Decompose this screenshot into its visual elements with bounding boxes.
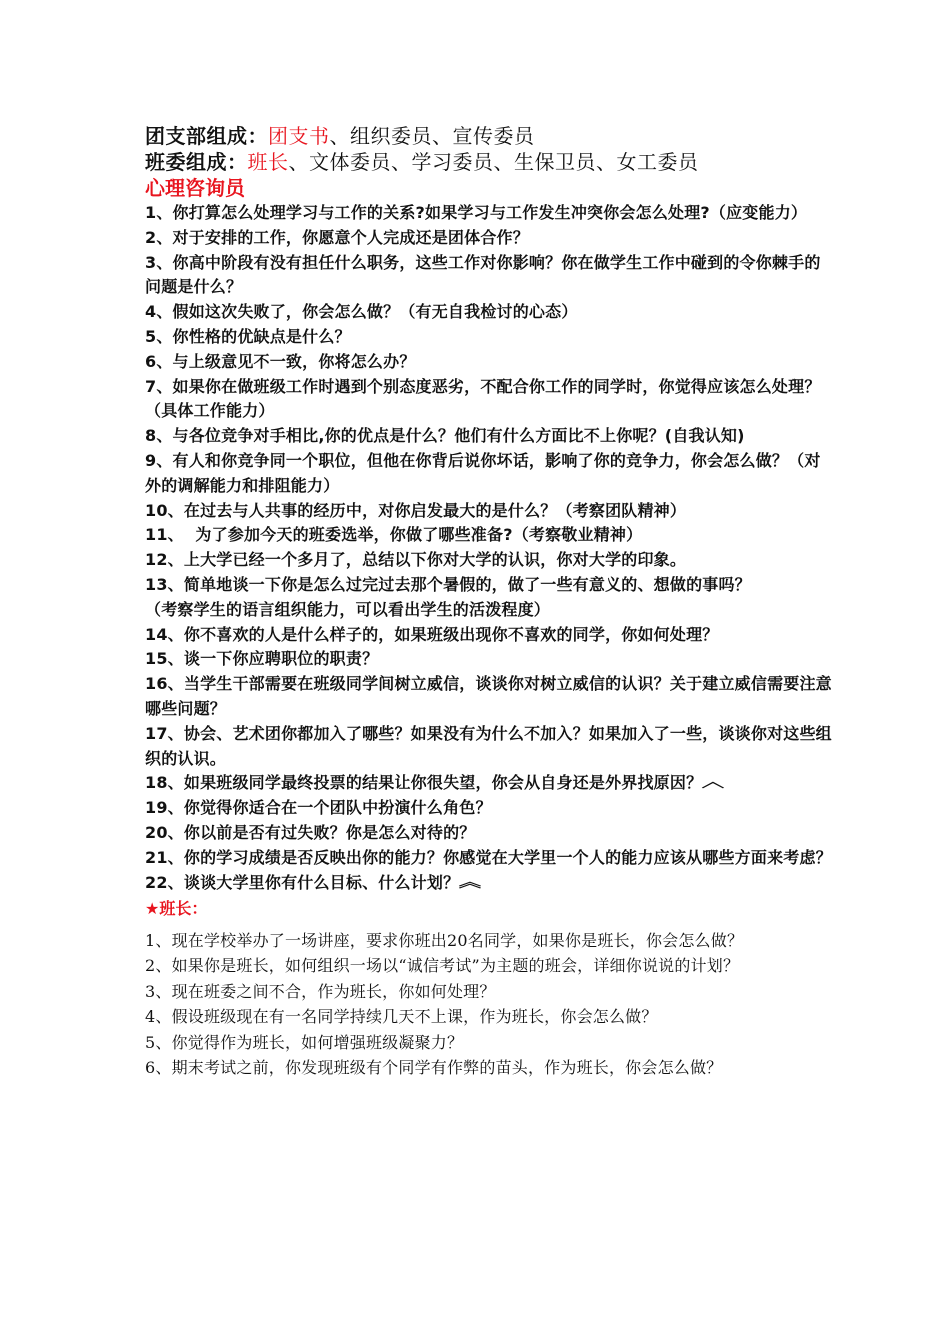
double-caret-up-icon: ︽ (459, 874, 482, 891)
caret-up-icon: ︿ (702, 775, 725, 792)
league-secretary-highlight: 团支书 (268, 124, 330, 148)
league-branch-composition (145, 123, 835, 149)
psych-question: 1、你打算怎么处理学习与工作的关系?如果学习与工作发生冲突你会怎么处理?（应变能力） (145, 203, 808, 222)
psych-counselor-title: 心理咨询员 (145, 176, 245, 200)
psych-question: 8、与各位竞争对手相比,你的优点是什么？他们有什么方面比不上你呢？(自我认知) (145, 426, 745, 446)
psych-question: 16、当学生干部需要在班级同学间树立威信，谈谈你对树立威信的认识？关于建立威信需要注意哪些问题？ (145, 674, 832, 718)
psych-question (145, 771, 835, 796)
psych-question (145, 871, 835, 896)
psych-question: 17、协会、艺术团你都加入了哪些？如果没有为什么不加入？如果加入了一些，谈谈你对这些组织的认识。 (145, 723, 832, 768)
psych-question: 10、在过去与人共事的经历中，对你启发最大的是什么？（考察团队精神） (145, 500, 687, 520)
psych-question: 11、 为了参加今天的班委选举，你做了哪些准备?（考察敬业精神） (145, 525, 643, 545)
league-branch-label: 团支部组成： (145, 124, 268, 148)
psych-question: 5、你性格的优缺点是什么？ (145, 326, 351, 346)
monitor-question: 6、期末考试之前，你发现班级有个同学有作弊的苗头，作为班长，你会怎么做？ (145, 1058, 723, 1077)
monitor-question-list (145, 928, 835, 1081)
class-committee-members: 、文体委员、学习委员、生保卫员、女工委员 (288, 150, 699, 174)
psych-question: 14、你不喜欢的人是什么样子的，如果班级出现你不喜欢的同学，你如何处理？ (145, 624, 719, 644)
monitor-question: 4、假设班级现在有一名同学持续几天不上课，作为班长，你会怎么做？ (145, 1007, 658, 1026)
psych-question-text: 18、如果班级同学最终投票的结果让你很失望，你会从自身还是外界找原因？ (145, 773, 703, 793)
psych-question: 15、谈一下你应聘职位的职责？ (145, 649, 379, 669)
psych-question: 13、简单地谈一下你是怎么过完过去那个暑假的，做了一些有意义的、想做的事吗？ (145, 574, 751, 594)
psych-question: 9、有人和你竞争同一个职位，但他在你背后说你坏话，影响了你的竞争力，你会怎么做？（对外的调解能力和排阻能力） (145, 450, 821, 495)
psych-question: 12、上大学已经一个多月了，总结以下你对大学的认识，你对大学的印象。 (145, 550, 687, 570)
psych-question: 4、假如这次失败了，你会怎么做？（有无自我检讨的心态） (145, 302, 578, 322)
monitor-question: 1、现在学校举办了一场讲座，要求你班出20名同学，如果你是班长，你会怎么做？ (145, 930, 744, 950)
psych-question-text: 22、谈谈大学里你有什么目标、什么计划？ (145, 872, 460, 892)
psych-question: 6、与上级意见不一致，你将怎么办？ (145, 351, 416, 371)
psych-question: 20、你以前是否有过失败？你是怎么对待的？ (145, 823, 476, 843)
league-branch-members: 、组织委员、宣传委员 (329, 124, 535, 148)
document-page (145, 123, 835, 1081)
class-committee-label: 班委组成： (145, 150, 248, 174)
monitor-section-title: ★班长： (145, 898, 208, 918)
monitor-question: 3、现在班委之间不合，作为班长，你如何处理？ (145, 981, 496, 1001)
psych-question: 2、对于安排的工作，你愿意个人完成还是团体合作？ (145, 227, 529, 247)
psych-question: 7、如果你在做班级工作时遇到个别态度恶劣，不配合你工作的同学时，你觉得应该怎么处理？ （具体工作能力） (145, 376, 833, 421)
psych-question: 19、你觉得你适合在一个团队中扮演什么角色？ (145, 798, 492, 818)
psych-question: 3、你高中阶段有没有担任什么职务，这些工作对你影响？你在做学生工作中碰到的令你棘手的问题是什么？ (145, 252, 821, 297)
monitor-highlight: 班长 (247, 150, 289, 174)
class-committee-composition (145, 149, 835, 175)
monitor-question: 2、如果你是班长，如何组织一场以“诚信考试”为主题的班会，详细你说说的计划？ (145, 956, 740, 975)
psych-question-note: （考察学生的语言组织能力，可以看出学生的活泼程度） (145, 599, 551, 619)
monitor-question: 5、你觉得作为班长，如何增强班级凝聚力？ (145, 1032, 464, 1052)
psych-question: 21、你的学习成绩是否反映出你的能力？你感觉在大学里一个人的能力应该从哪些方面来考虑？ (145, 847, 832, 867)
psych-question-list (145, 201, 835, 896)
